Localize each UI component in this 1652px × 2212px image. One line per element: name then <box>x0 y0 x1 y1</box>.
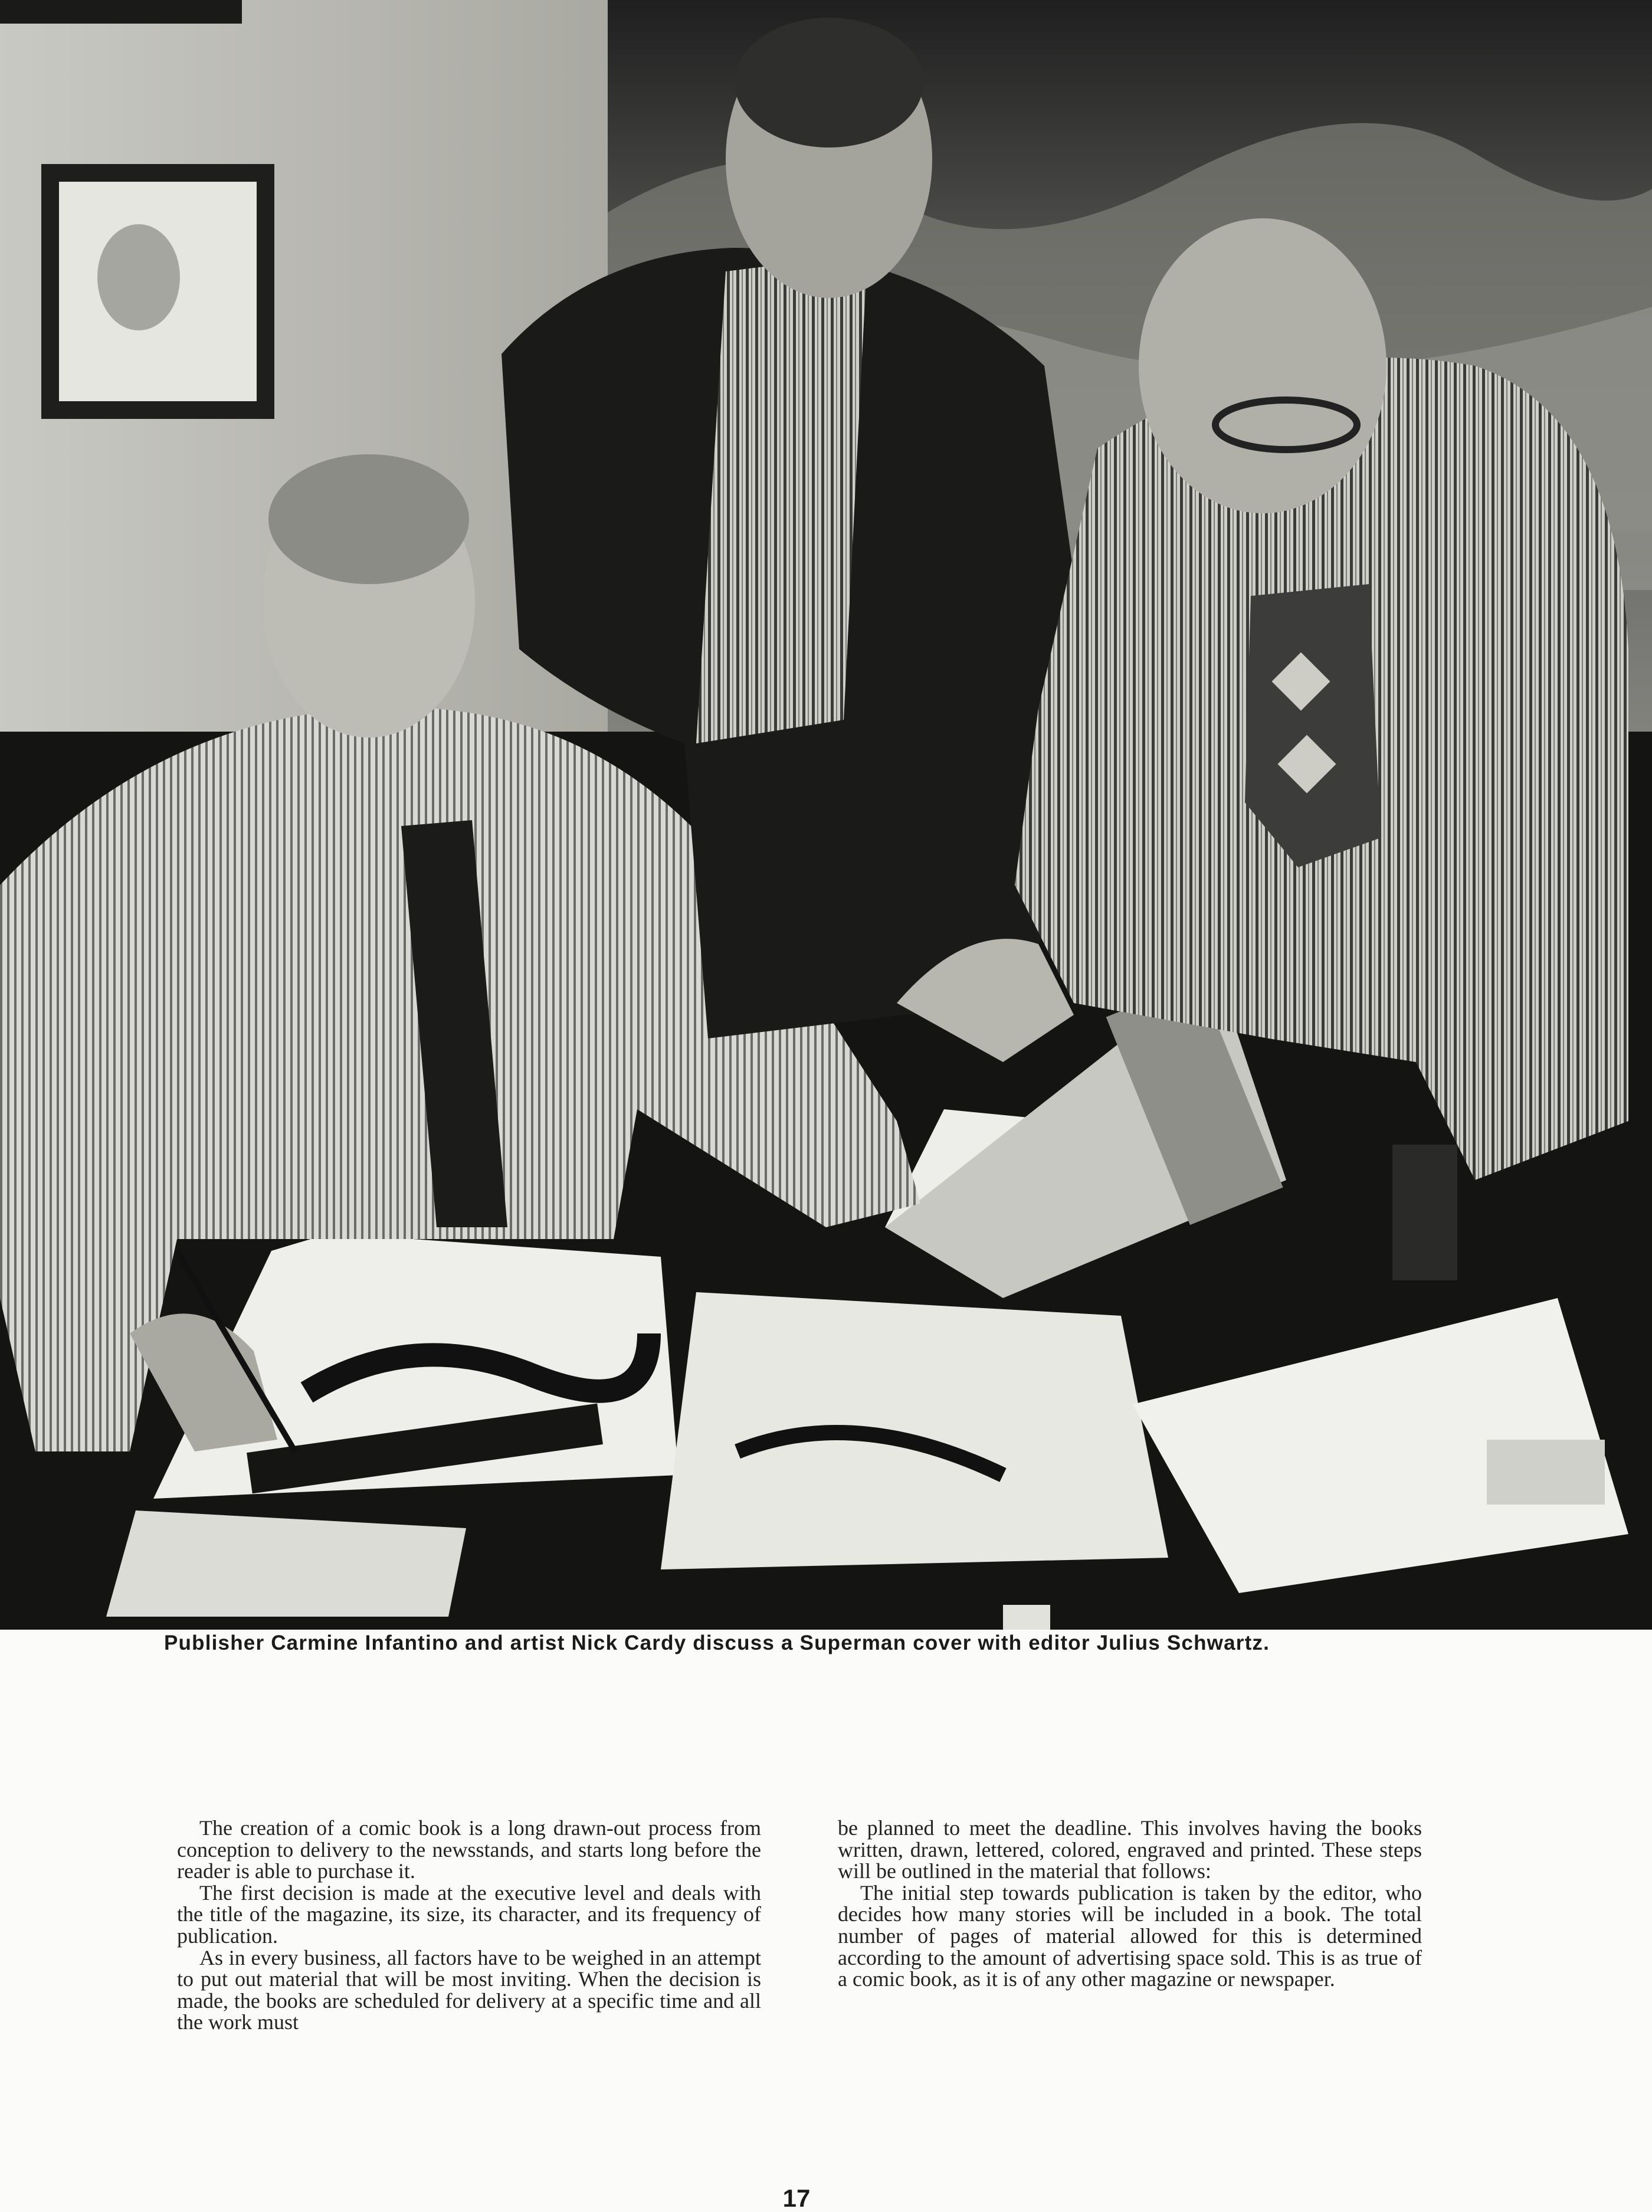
page-number: 17 <box>782 2184 811 2212</box>
photo-caption: Publisher Carmine Infantino and artist Nick Cardy discuss a Superman cover with editor Julius Schwartz. <box>164 1631 1270 1654</box>
paragraph: The initial step towards publication is taken by the editor, who decides how many stories will be included in a book. The total number of pages of material allowed for this is determined according to the amount of advertising space sold. This is as true of a comic book, as it is of any other magazine or newspaper. <box>838 1880 1422 1991</box>
paragraph: The first decision is made at the executive level and deals with the title of the magazine, its size, its character, and its frequency of publication. <box>177 1880 761 1948</box>
paragraph: be planned to meet the deadline. This involves having the books written, drawn, lettered, colored, engraved and printed. These steps will be outlined in the material that follows: <box>838 1816 1422 1883</box>
body-column-left <box>177 1817 761 2033</box>
paragraph: The creation of a comic book is a long drawn-out process from conception to delivery to the newsstands, and starts long before the reader is able to purchase it. <box>177 1816 761 1883</box>
body-column-right <box>838 1817 1422 1990</box>
paragraph: As in every business, all factors have to be weighed in an attempt to put out material that will be most inviting. When the decision is made, the books are scheduled for delivery at a specific time and all the work must <box>177 1945 761 2034</box>
